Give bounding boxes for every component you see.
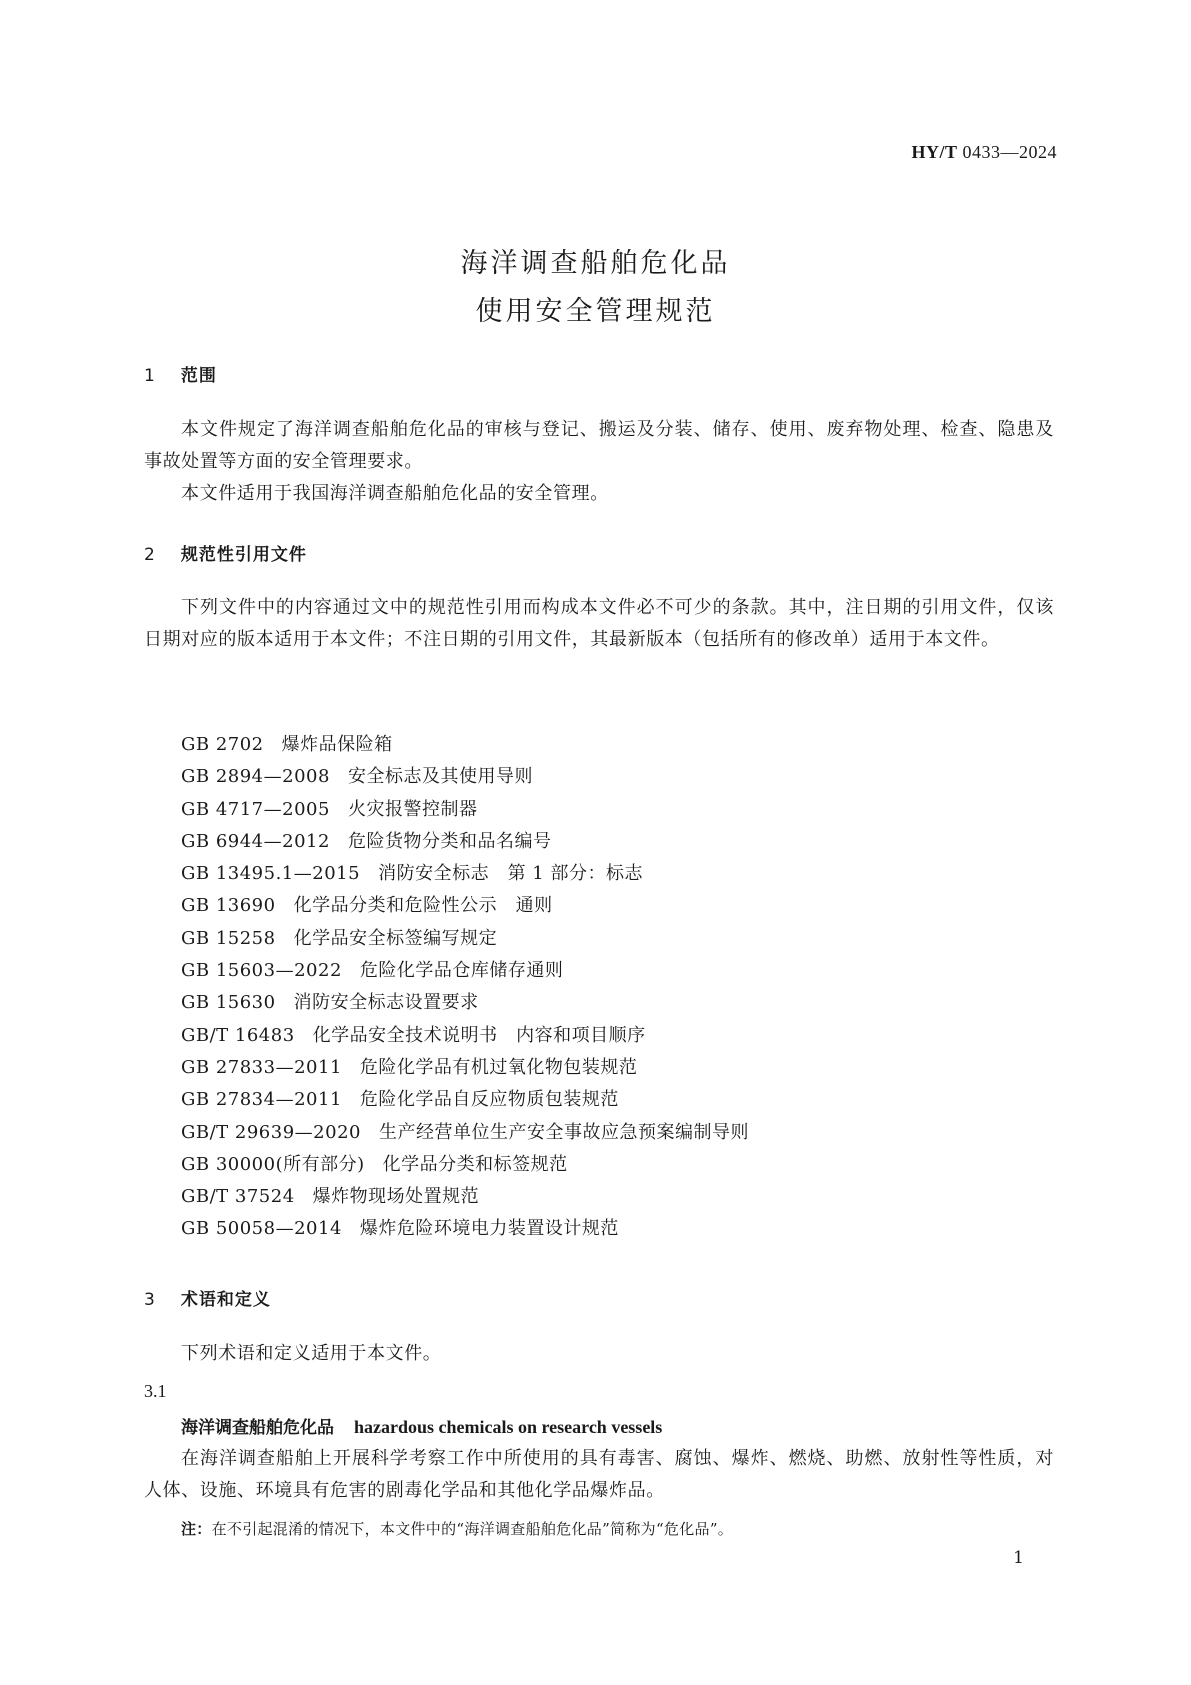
- reference-item: [181, 1020, 749, 1052]
- standard-prefix: HY/T: [911, 142, 958, 162]
- reference-item: [181, 761, 749, 793]
- reference-code: GB/T 29639—2020: [181, 1121, 361, 1143]
- page-number: 1: [1013, 1548, 1024, 1568]
- reference-title: 危险化学品自反应物质包装规范: [359, 1089, 619, 1111]
- section-2-heading: [144, 540, 307, 565]
- section-3-heading: [144, 1285, 271, 1310]
- section-2-intro: 下列文件中的内容通过文中的规范性引用而构成本文件必不可少的条款。其中，注日期的引用文件，仅该日期对应的版本适用于本文件；不注日期的引用文件，其最新版本（包括所有的修改单）适用于本文件。: [144, 597, 1054, 650]
- note-label: 注：: [181, 1520, 212, 1538]
- reference-item: [181, 1084, 749, 1116]
- reference-item: [181, 955, 749, 987]
- reference-item: [181, 729, 749, 761]
- normative-references-list: [181, 729, 749, 1246]
- section-title: 范围: [180, 366, 217, 386]
- document-title: [0, 240, 1191, 336]
- section-1-paragraph-1: 本文件规定了海洋调查船舶危化品的审核与登记、搬运及分装、储存、使用、废弃物处理、检查、隐患及事故处置等方面的安全管理要求。: [144, 419, 1054, 472]
- reference-title: 爆炸危险环境电力装置设计规范: [359, 1218, 619, 1240]
- reference-title: 消防安全标志设置要求: [293, 992, 479, 1014]
- reference-title: 爆炸品保险箱: [281, 734, 393, 755]
- reference-code: GB 13690: [181, 895, 276, 917]
- section-3-intro: 下列术语和定义适用于本文件。: [181, 1343, 442, 1364]
- reference-code: GB 30000(所有部分): [181, 1153, 365, 1175]
- reference-code: GB/T 37524: [181, 1186, 295, 1208]
- section-number: 3: [144, 1290, 156, 1310]
- reference-title: 危险货物分类和品名编号: [347, 830, 552, 852]
- term-english: hazardous chemicals on research vessels: [354, 1417, 663, 1437]
- reference-item: [181, 1213, 749, 1245]
- reference-title: 化学品分类和危险性公示 通则: [293, 895, 553, 917]
- reference-item: [181, 826, 749, 858]
- reference-code: GB 15630: [181, 992, 276, 1014]
- reference-code: GB 15258: [181, 927, 276, 949]
- reference-item: [181, 987, 749, 1019]
- reference-title: 危险化学品有机过氧化物包装规范: [359, 1056, 638, 1078]
- reference-code: GB/T 16483: [181, 1024, 295, 1046]
- section-number: 1: [144, 366, 156, 386]
- reference-item: [181, 1052, 749, 1084]
- reference-item: [181, 1149, 749, 1181]
- reference-item: [181, 923, 749, 955]
- reference-code: GB 13495.1—2015: [181, 863, 361, 885]
- reference-code: GB 27834—2011: [181, 1089, 342, 1111]
- reference-title: 生产经营单位生产安全事故应急预案编制导则: [378, 1121, 749, 1143]
- section-title: 术语和定义: [180, 1290, 271, 1310]
- reference-code: GB 50058—2014: [181, 1218, 342, 1240]
- reference-code: GB 2894—2008: [181, 766, 330, 788]
- term-heading: [181, 1413, 662, 1438]
- reference-code: GB 15603—2022: [181, 960, 342, 982]
- note-text: 在不引起混淆的情况下，本文件中的“海洋调查船舶危化品”简称为“危化品”。: [211, 1520, 734, 1538]
- reference-title: 化学品分类和标签规范: [382, 1153, 568, 1175]
- term-number: 3.1: [144, 1381, 167, 1401]
- reference-code: GB 2702: [181, 734, 264, 755]
- reference-title: 化学品安全标签编写规定: [293, 927, 498, 949]
- reference-title: 消防安全标志 第 1 部分：标志: [378, 863, 643, 885]
- reference-code: GB 4717—2005: [181, 798, 330, 820]
- reference-item: [181, 890, 749, 922]
- reference-title: 爆炸物现场处置规范: [312, 1186, 480, 1208]
- reference-item: [181, 1181, 749, 1213]
- reference-title: 安全标志及其使用导则: [347, 766, 533, 788]
- section-1-heading: [144, 361, 217, 386]
- reference-item: [181, 858, 749, 890]
- term-chinese: 海洋调查船舶危化品: [181, 1418, 334, 1438]
- section-title: 规范性引用文件: [180, 545, 307, 565]
- section-number: 2: [144, 545, 156, 565]
- reference-item: [181, 794, 749, 826]
- reference-title: 化学品安全技术说明书 内容和项目顺序: [312, 1024, 646, 1046]
- title-line-1: 海洋调查船舶危化品: [460, 248, 731, 279]
- term-definition: 在海洋调查船舶上开展科学考察工作中所使用的具有毒害、腐蚀、爆炸、燃烧、助燃、放射性等性质，对人体、设施、环境具有危害的剧毒化学品和其他化学品爆炸品。: [144, 1448, 1054, 1501]
- reference-title: 火灾报警控制器: [347, 798, 478, 820]
- reference-code: GB 27833—2011: [181, 1056, 342, 1078]
- reference-title: 危险化学品仓库储存通则: [359, 960, 564, 982]
- section-1-paragraph-2: 本文件适用于我国海洋调查船舶危化品的安全管理。: [181, 483, 609, 504]
- term-note: [181, 1518, 733, 1539]
- standard-code: [911, 142, 1057, 163]
- reference-item: [181, 1117, 749, 1149]
- reference-code: GB 6944—2012: [181, 830, 330, 852]
- title-line-2: 使用安全管理规范: [475, 296, 716, 327]
- standard-number: 0433—2024: [962, 142, 1057, 162]
